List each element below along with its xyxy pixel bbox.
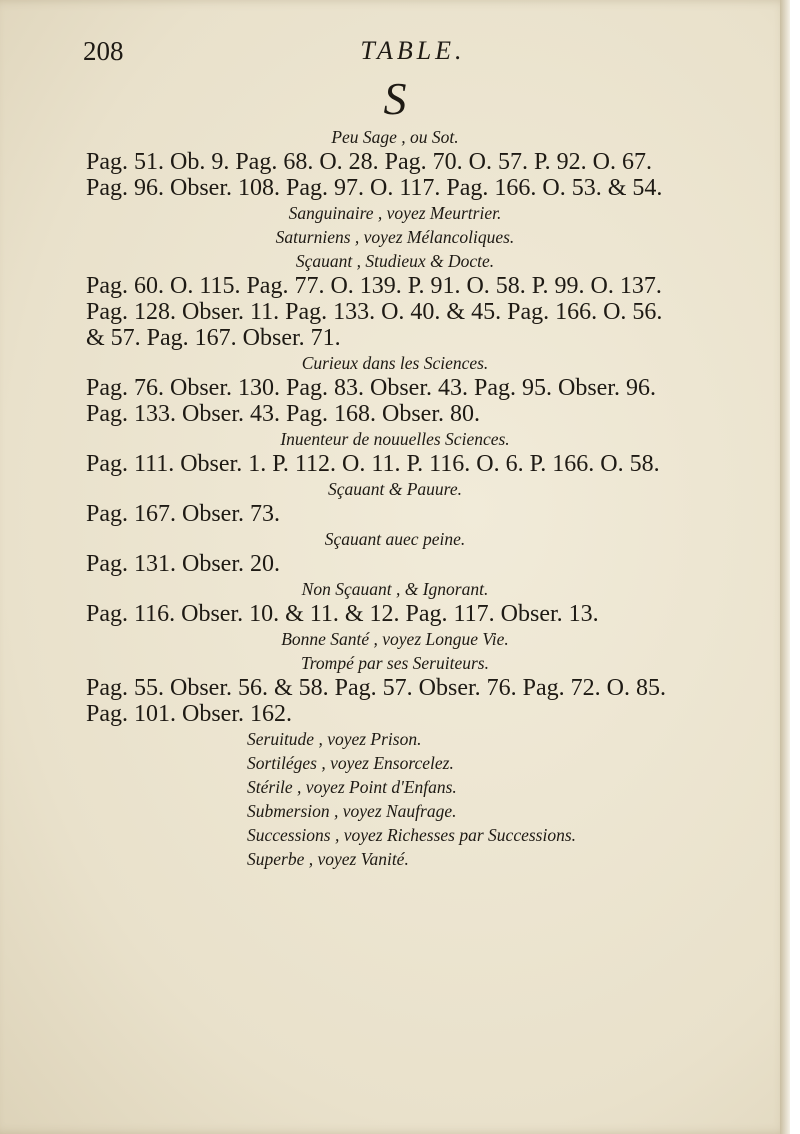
index-entry (0, 651, 790, 727)
running-title: TABLE. (360, 36, 466, 65)
entry-heading: Superbe , voyez Vanité. (247, 849, 409, 869)
page-reference-line: Pag. 167. Obser. 73. (86, 501, 280, 527)
entry-heading: Bonne Santé , voyez Longue Vie. (281, 629, 509, 649)
entry-heading: Sortiléges , voyez Ensorcelez. (247, 753, 454, 773)
index-entry (0, 751, 790, 775)
entry-heading: Inuenteur de nouuelles Sciences. (280, 429, 510, 449)
page-reference-line: & 57. Pag. 167. Obser. 71. (86, 325, 341, 351)
page-reference-line: Pag. 133. Obser. 43. Pag. 168. Obser. 80. (86, 401, 480, 427)
entry-heading: Submersion , voyez Naufrage. (247, 801, 457, 821)
page-number: 208 (83, 36, 124, 66)
index-entry (0, 225, 790, 249)
index-entry (0, 823, 790, 847)
entry-heading: Sçauant & Pauure. (328, 479, 462, 499)
entry-heading: Sanguinaire , voyez Meurtrier. (288, 203, 502, 223)
index-entry (0, 125, 790, 201)
page-reference-line: Pag. 60. O. 115. Pag. 77. O. 139. P. 91. O. 58. P. 99. O. 137. (86, 273, 662, 299)
entry-heading: Trompé par ses Seruiteurs. (301, 653, 489, 673)
index-entry (0, 427, 790, 477)
index-entry (0, 847, 790, 871)
entry-heading: Successions , voyez Richesses par Successions. (247, 825, 577, 845)
entry-heading: Saturniens , voyez Mélancoliques. (275, 227, 515, 247)
page-reference-line: Pag. 131. Obser. 20. (86, 551, 280, 577)
entry-heading: Peu Sage , ou Sot. (331, 127, 459, 147)
index-entry (0, 351, 790, 427)
index-entry (0, 249, 790, 351)
page-reference-line: Pag. 96. Obser. 108. Pag. 97. O. 117. Pag. 166. O. 53. & 54. (86, 175, 663, 201)
index-entry (0, 799, 790, 823)
index-entry (0, 775, 790, 799)
index-entry (0, 727, 790, 751)
page-reference-line: Pag. 116. Obser. 10. & 11. & 12. Pag. 117. Obser. 13. (86, 601, 599, 627)
page-reference-line: Pag. 76. Obser. 130. Pag. 83. Obser. 43. Pag. 95. Obser. 96. (86, 375, 656, 401)
entry-heading: Seruitude , voyez Prison. (247, 729, 422, 749)
index-entry (0, 527, 790, 577)
page-reference-line: Pag. 101. Obser. 162. (86, 701, 292, 727)
page-reference-line: Pag. 51. Ob. 9. Pag. 68. O. 28. Pag. 70. O. 57. P. 92. O. 67. (86, 149, 653, 175)
entry-heading: Non Sçauant , & Ignorant. (301, 579, 489, 599)
index-entries (0, 125, 790, 871)
page-reference-line: Pag. 128. Obser. 11. Pag. 133. O. 40. & 45. Pag. 166. O. 56. (86, 299, 663, 325)
entry-heading: Sçauant auec peine. (324, 529, 466, 549)
page-header (83, 32, 743, 72)
entry-heading: Curieux dans les Sciences. (301, 353, 489, 373)
index-entry (0, 627, 790, 651)
index-entry (0, 477, 790, 527)
page-reference-line: Pag. 111. Obser. 1. P. 112. O. 11. P. 116. O. 6. P. 166. O. 58. (86, 451, 660, 477)
section-letter: S (383, 73, 407, 124)
page-reference-line: Pag. 55. Obser. 56. & 58. Pag. 57. Obser. 76. Pag. 72. O. 85. (86, 675, 666, 701)
entry-heading: Sçauant , Studieux & Docte. (295, 251, 495, 271)
entry-heading: Stérile , voyez Point d'Enfans. (247, 777, 457, 797)
index-entry (0, 201, 790, 225)
index-entry (0, 577, 790, 627)
